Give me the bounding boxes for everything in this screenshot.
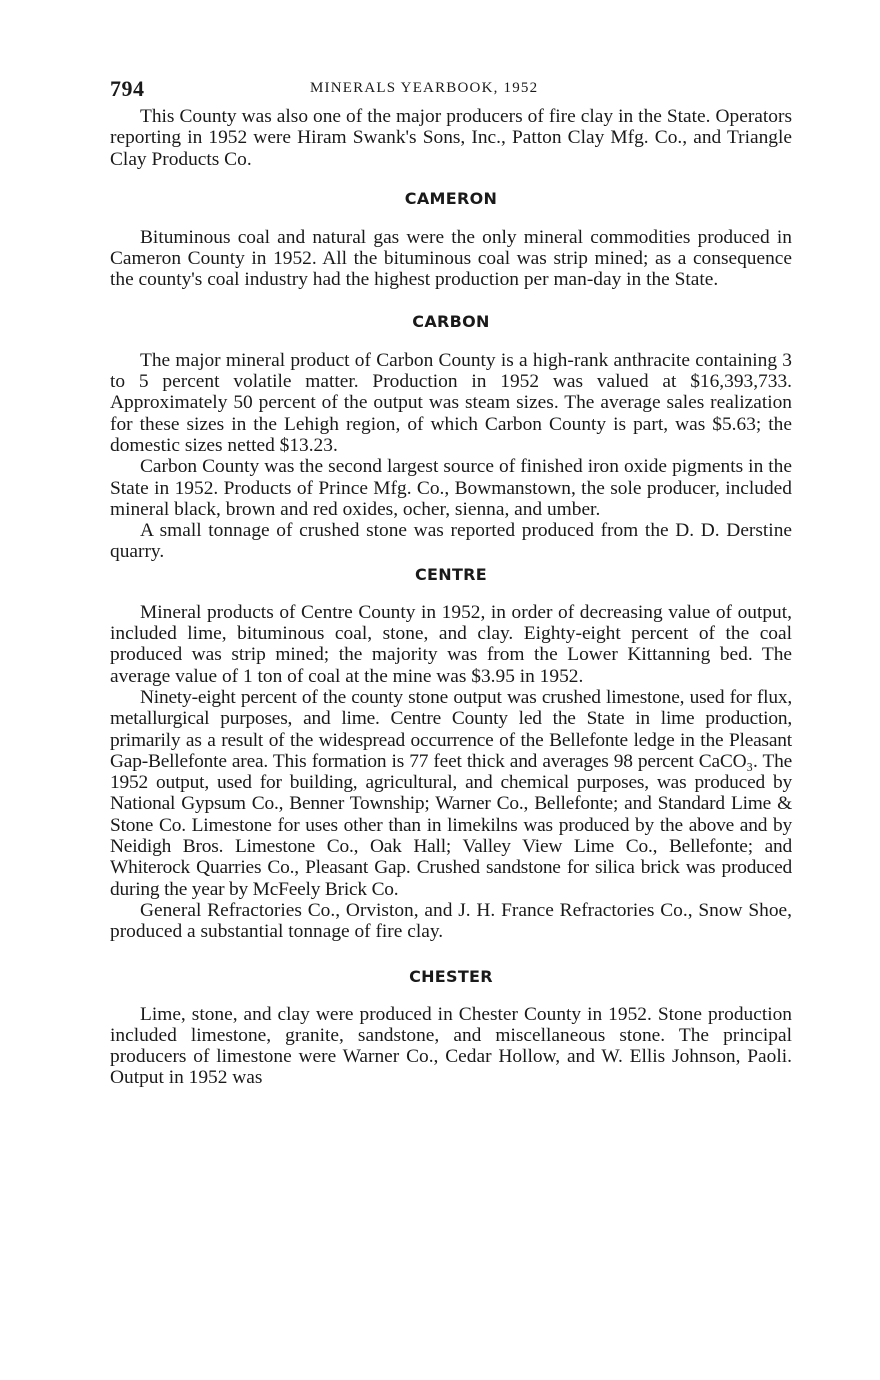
section-chester bbox=[110, 967, 792, 1089]
paragraph: This County was also one of the major producers of fire clay in the State. Operators reporting in 1952 were Hiram Swank's Sons, Inc., Patton Clay Mfg. Co., and Triangle Clay Products Co. bbox=[110, 106, 792, 170]
paragraph: Ninety-eight percent of the county stone output was crushed limestone, used for flux, metallurgical purposes, and lime. Centre County led the State in lime production, primarily as a result of the widespread occurrence of the Bellefonte ledge in the Pleasant Gap-Bellefonte area. This formation is 77 feet thick and averages 98 percent CaCO₃. The 1952 output, used for building, agricultural, and chemical purposes, was produced by National Gypsum Co., Benner Township; Warner Co., Bellefonte; and Standard Lime & Stone Co. Limestone for uses other than in limekilns was produced by the above and by Neidigh Bros. Limestone Co., Oak Hall; Valley View Lime Co., Bellefonte; and Whiterock Quarries Co., Pleasant Gap. Crushed sandstone for silica brick was produced during the year by McFeely Brick Co. bbox=[110, 686, 792, 900]
page-number: 794 bbox=[110, 76, 145, 101]
section-cameron bbox=[110, 189, 792, 291]
section-centre bbox=[110, 565, 792, 943]
document-page bbox=[110, 74, 792, 1089]
paragraph: The major mineral product of Carbon County is a high-rank anthracite containing 3 to 5 percent volatile matter. Production in 1952 was valued at $16,393,733. Approximately 50 percent of the output was steam sizes. The average sales realization for these sizes in the Lehigh region, of which Carbon County is part, was $5.63; the domestic sizes netted $13.23. bbox=[110, 349, 792, 456]
running-head: MINERALS YEARBOOK, 1952 bbox=[310, 80, 539, 96]
paragraph: Bituminous coal and natural gas were the only mineral commodities produced in Cameron County in 1952. All the bituminous coal was strip mined; as a consequence the county's coal industry had the highest production per man-day in the State. bbox=[110, 226, 792, 291]
paragraph: Lime, stone, and clay were produced in Chester County in 1952. Stone production included limestone, granite, sandstone, and miscellaneous stone. The principal producers of limestone were Warner Co., Cedar Hollow, and W. Ellis Johnson, Paoli. Output in 1952 was bbox=[110, 1003, 792, 1089]
paragraph: A small tonnage of crushed stone was reported produced from the D. D. Derstine quarry. bbox=[110, 520, 792, 563]
section-carbon bbox=[110, 312, 792, 563]
page-header bbox=[110, 74, 792, 106]
section-heading-carbon: CARBON bbox=[412, 311, 490, 331]
section-intro bbox=[110, 106, 792, 170]
section-heading-chester: CHESTER bbox=[409, 966, 493, 986]
paragraph: General Refractories Co., Orviston, and J. H. France Refractories Co., Snow Shoe, produced a substantial tonnage of fire clay. bbox=[110, 899, 792, 943]
paragraph: Mineral products of Centre County in 1952, in order of decreasing value of output, included lime, bituminous coal, stone, and clay. Eighty-eight percent of the coal produced was strip mined; the majority was from the Lower Kittanning bed. The average value of 1 ton of coal at the mine was $3.95 in 1952. bbox=[110, 601, 792, 687]
section-heading-centre: CENTRE bbox=[414, 564, 488, 584]
section-heading-cameron: CAMERON bbox=[404, 188, 498, 208]
paragraph: Carbon County was the second largest source of finished iron oxide pigments in the State in 1952. Products of Prince Mfg. Co., Bowmanstown, the sole producer, included mineral black, brown and red oxides, ocher, sienna, and umber. bbox=[110, 456, 792, 520]
